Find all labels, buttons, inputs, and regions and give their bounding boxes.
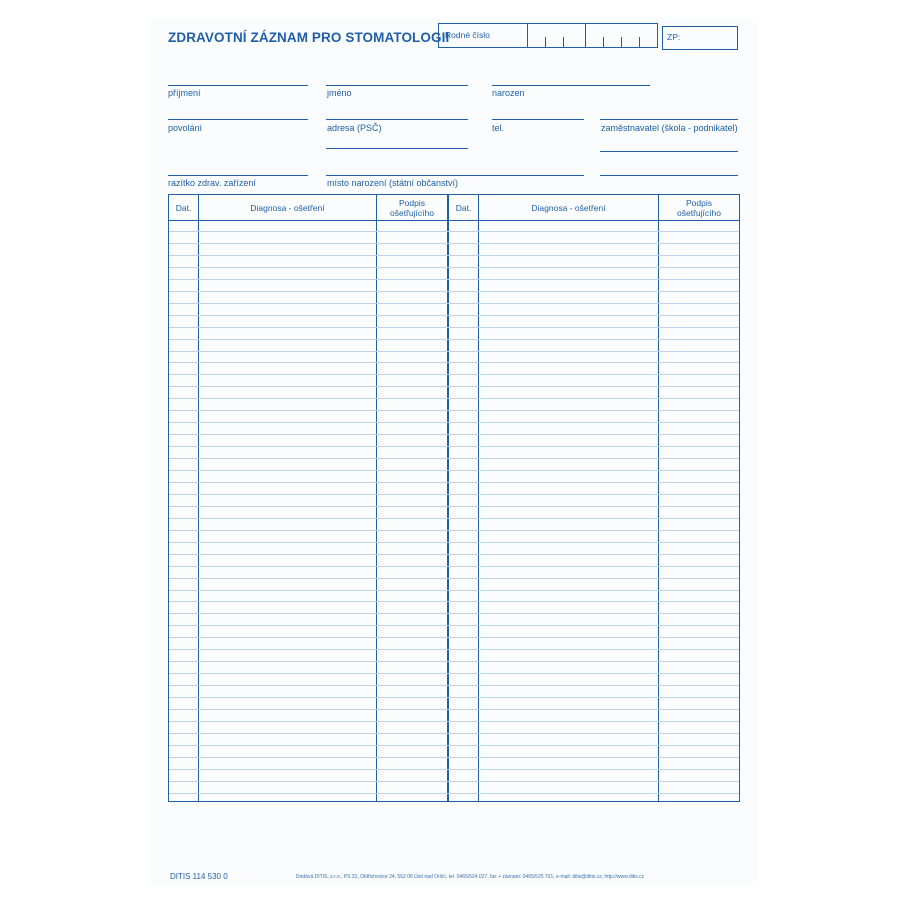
table-row-line bbox=[169, 542, 739, 543]
header-podpis-line1: Podpis bbox=[686, 197, 712, 208]
jmeno-label: jméno bbox=[327, 88, 352, 98]
rodne-cislo-tick bbox=[639, 37, 640, 47]
table-row-line bbox=[169, 327, 739, 328]
table-row-line bbox=[169, 470, 739, 471]
table-row-line bbox=[169, 398, 739, 399]
razitko-label: razítko zdrav. zařízení bbox=[168, 178, 256, 188]
table-row-line bbox=[169, 661, 739, 662]
rodne-cislo-box[interactable] bbox=[438, 23, 658, 48]
prijmeni-line[interactable] bbox=[168, 85, 308, 86]
rodne-cislo-tick bbox=[545, 37, 546, 47]
table-row-line bbox=[169, 303, 739, 304]
table-row-line bbox=[169, 231, 739, 232]
table-row-line bbox=[169, 434, 739, 435]
table-row-line bbox=[169, 518, 739, 519]
header-podpis-left bbox=[377, 195, 447, 220]
zamestnavatel-line-2[interactable] bbox=[600, 151, 738, 152]
table-row-line bbox=[169, 578, 739, 579]
table-row-line bbox=[169, 506, 739, 507]
tel-line[interactable] bbox=[492, 119, 584, 120]
narozen-line[interactable] bbox=[492, 85, 650, 86]
razitko-line[interactable] bbox=[168, 175, 308, 176]
table-row-line bbox=[169, 590, 739, 591]
table-row-line bbox=[169, 745, 739, 746]
table-row-line bbox=[169, 351, 739, 352]
table-row-line bbox=[169, 458, 739, 459]
table-row-line bbox=[169, 315, 739, 316]
rodne-cislo-divider bbox=[585, 23, 586, 47]
table-row-line bbox=[169, 709, 739, 710]
header-podpis-right bbox=[659, 195, 739, 220]
rodne-cislo-divider bbox=[527, 23, 528, 47]
prijmeni-label: příjmení bbox=[168, 88, 201, 98]
table-row-line bbox=[169, 267, 739, 268]
table-row-line bbox=[169, 637, 739, 638]
table-row-line bbox=[169, 781, 739, 782]
table-row-line bbox=[169, 793, 739, 794]
table-row-line bbox=[169, 613, 739, 614]
misto-narozeni-line[interactable] bbox=[326, 175, 584, 176]
header-dat-left: Dat. bbox=[175, 202, 192, 213]
column-divider bbox=[478, 195, 479, 801]
narozen-label: narozen bbox=[492, 88, 525, 98]
table-row-line bbox=[169, 494, 739, 495]
zp-label: ZP: bbox=[667, 32, 681, 42]
form-code: DITIS 114 530 0 bbox=[170, 872, 228, 881]
table-row-line bbox=[169, 422, 739, 423]
tel-label: tel. bbox=[492, 123, 505, 133]
table-row-line bbox=[169, 410, 739, 411]
table-row-line bbox=[169, 625, 739, 626]
zp-box[interactable] bbox=[662, 26, 738, 50]
jmeno-line[interactable] bbox=[326, 85, 468, 86]
zamestnavatel-line[interactable] bbox=[600, 119, 738, 120]
column-divider bbox=[198, 195, 199, 801]
table-row-line bbox=[169, 685, 739, 686]
table-row-line bbox=[169, 339, 739, 340]
rodne-cislo-tick bbox=[563, 37, 564, 47]
header-podpis-line2: ošetřujícího bbox=[390, 207, 434, 218]
header-separator bbox=[169, 220, 739, 221]
table-row-line bbox=[169, 362, 739, 363]
rodne-cislo-tick bbox=[603, 37, 604, 47]
table-row-line bbox=[169, 279, 739, 280]
header-podpis-line1: Podpis bbox=[399, 197, 425, 208]
table-row-line bbox=[169, 530, 739, 531]
form-sheet bbox=[150, 18, 758, 886]
header-dat-right: Dat. bbox=[455, 202, 472, 213]
rodne-cislo-tick bbox=[621, 37, 622, 47]
adresa-line-2[interactable] bbox=[326, 148, 468, 149]
form-title: ZDRAVOTNÍ ZÁZNAM PRO STOMATOLOGII bbox=[168, 30, 450, 45]
header-podpis-line2: ošetřujícího bbox=[677, 207, 721, 218]
table-row-line bbox=[169, 255, 739, 256]
table-row-line bbox=[169, 554, 739, 555]
adresa-label: adresa (PSČ) bbox=[327, 123, 382, 133]
misto-narozeni-label: místo narození (státní občanství) bbox=[327, 178, 459, 188]
povolani-line[interactable] bbox=[168, 119, 308, 120]
table-row-line bbox=[169, 243, 739, 244]
supplier-info: Dodává DITIS, s.r.o., PS 31, Oldřichovice 24, 562 06 Ústí nad Orlicí, tel. 0465/524 027, fax + záznam: 0465/525 701, e-mail: ditis@ditis.cz, http://www.ditis.cz bbox=[296, 874, 645, 880]
table-row-line bbox=[169, 673, 739, 674]
table-row-line bbox=[169, 386, 739, 387]
table-row-line bbox=[169, 757, 739, 758]
zamestnavatel-line-3[interactable] bbox=[600, 175, 738, 176]
zamestnavatel-label: zaměstnavatel (škola - podnikatel) bbox=[601, 123, 738, 133]
column-divider bbox=[658, 195, 659, 801]
table-row-line bbox=[169, 649, 739, 650]
center-divider bbox=[447, 195, 449, 801]
header-diagnosa-right: Diagnosa - ošetření bbox=[531, 202, 606, 213]
table-row-line bbox=[169, 601, 739, 602]
rodne-cislo-label: Rodné číslo bbox=[445, 30, 490, 40]
records-table bbox=[168, 194, 740, 802]
table-row-line bbox=[169, 291, 739, 292]
table-row-line bbox=[169, 769, 739, 770]
table-row-line bbox=[169, 697, 739, 698]
table-row-line bbox=[169, 482, 739, 483]
table-row-line bbox=[169, 733, 739, 734]
table-row-line bbox=[169, 446, 739, 447]
table-row-line bbox=[169, 566, 739, 567]
table-row-line bbox=[169, 374, 739, 375]
table-row-line bbox=[169, 721, 739, 722]
column-divider bbox=[376, 195, 377, 801]
povolani-label: povolání bbox=[168, 123, 203, 133]
header-diagnosa-left: Diagnosa - ošetření bbox=[250, 202, 325, 213]
adresa-line[interactable] bbox=[326, 119, 468, 120]
